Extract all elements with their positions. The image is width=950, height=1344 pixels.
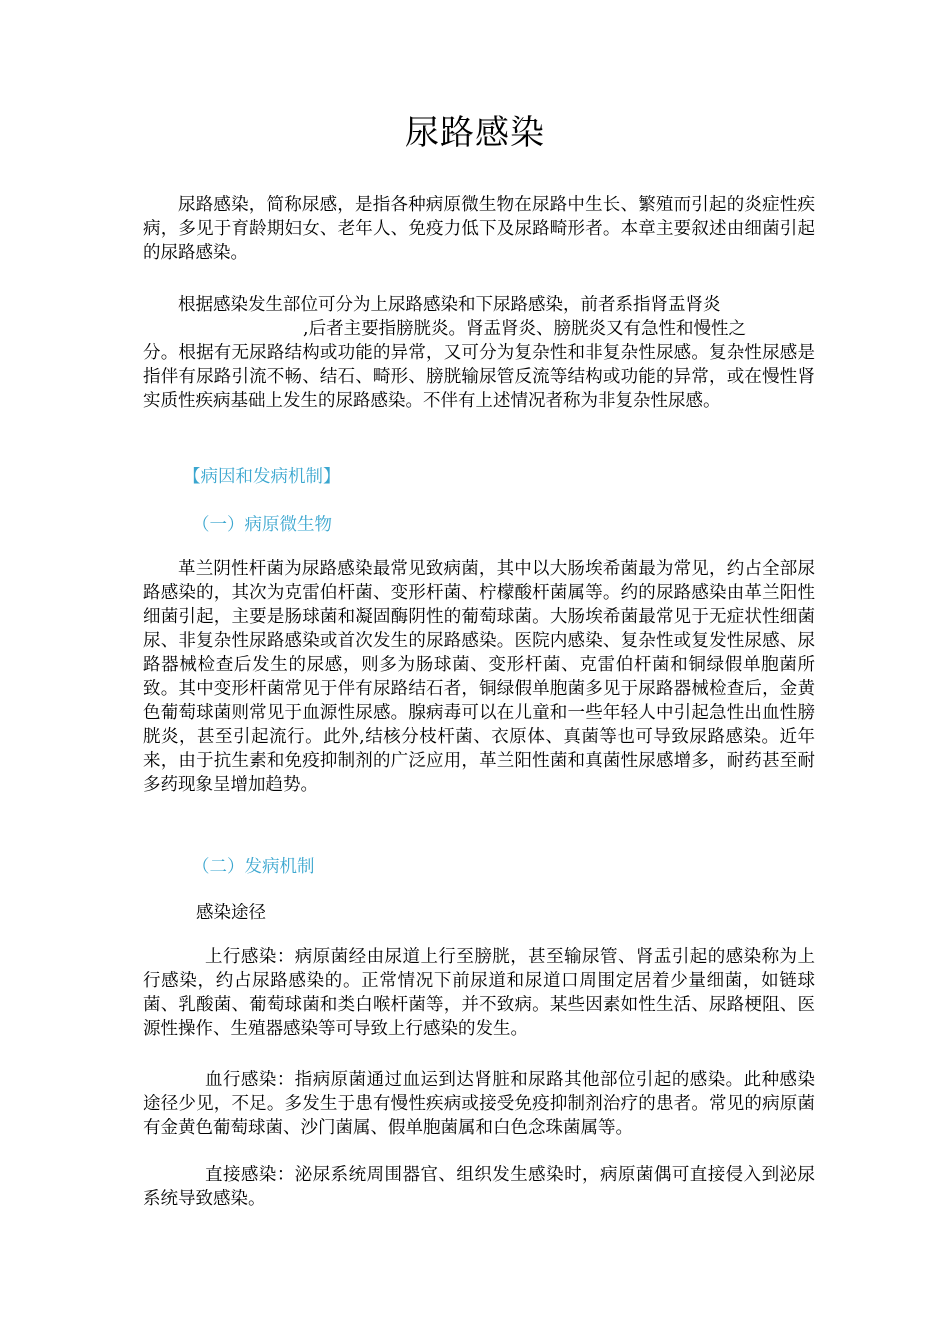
classification-paragraph [143, 293, 815, 413]
infection-route-heading: 感染途径 [196, 903, 266, 923]
ascending-infection-paragraph: 上行感染：病原菌经由尿道上行至膀胱，甚至输尿管、肾盂引起的感染称为上行感染，约占尿路感染的。正常情况下前尿道和尿道口周围定居着少量细菌，如链球菌、乳酸菌、葡萄球菌和类白喉杆菌等，并不致病。某些因素如性生活、尿路梗阻、医源性操作、生殖器感染等可导致上行感染的发生。 [143, 947, 815, 1039]
classification-line-2: ,后者主要指膀胱炎。肾盂肾炎、膀胱炎又有急性和慢性之 [303, 319, 747, 339]
classification-rest: 分。根据有无尿路结构或功能的异常，又可分为复杂性和非复杂性尿感。复杂性尿感是指伴有尿路引流不畅、结石、畸形、膀胱输尿管反流等结构或功能的异常，或在慢性肾实质性疾病基础上发生的尿路感染。不伴有上述情况者称为非复杂性尿感。 [143, 343, 815, 411]
intro-paragraph: 尿路感染，简称尿感，是指各种病原微生物在尿路中生长、繁殖而引起的炎症性疾病，多见于育龄期妇女、老年人、免疫力低下及尿路畸形者。本章主要叙述由细菌引起的尿路感染。 [143, 195, 815, 263]
classification-line-1: 根据感染发生部位可分为上尿路感染和下尿路感染，前者系指肾盂肾炎 [178, 295, 721, 315]
subsection-heading-microbes: （一）病原微生物 [192, 515, 332, 535]
section-heading: 【病因和发病机制】 [183, 467, 341, 487]
hematogenous-infection-paragraph: 血行感染：指病原菌通过血运到达肾脏和尿路其他部位引起的感染。此种感染途径少见，不足。多发生于患有慢性疾病或接受免疫抑制剂治疗的患者。常见的病原菌有金黄色葡萄球菌、沙门菌属、假单胞菌属和白色念珠菌属等。 [143, 1070, 815, 1138]
document-title: 尿路感染 [405, 113, 545, 153]
microbes-paragraph: 革兰阴性杆菌为尿路感染最常见致病菌，其中以大肠埃希菌最为常见，约占全部尿路感染的，其次为克雷伯杆菌、变形杆菌、柠檬酸杆菌属等。约的尿路感染由革兰阳性细菌引起，主要是肠球菌和凝固酶阴性的葡萄球菌。大肠埃希菌最常见于无症状性细菌尿、非复杂性尿路感染或首次发生的尿路感染。医院内感染、复杂性或复发性尿感、尿路器械检查后发生的尿感，则多为肠球菌、变形杆菌、克雷伯杆菌和铜绿假单胞菌所致。其中变形杆菌常见于伴有尿路结石者，铜绿假单胞菌多见于尿路器械检查后，金黄色葡萄球菌则常见于血源性尿感。腺病毒可以在儿童和一些年轻人中引起急性出血性膀胱炎，甚至引起流行。此外,结核分枝杆菌、衣原体、真菌等也可导致尿路感染。近年来，由于抗生素和免疫抑制剂的广泛应用，革兰阳性菌和真菌性尿感增多，耐药甚至耐多药现象呈增加趋势。 [143, 559, 815, 795]
direct-infection-paragraph: 直接感染：泌尿系统周围器官、组织发生感染时，病原菌偶可直接侵入到泌尿系统导致感染。 [143, 1165, 815, 1209]
subsection-heading-pathogenesis: （二）发病机制 [192, 857, 315, 877]
